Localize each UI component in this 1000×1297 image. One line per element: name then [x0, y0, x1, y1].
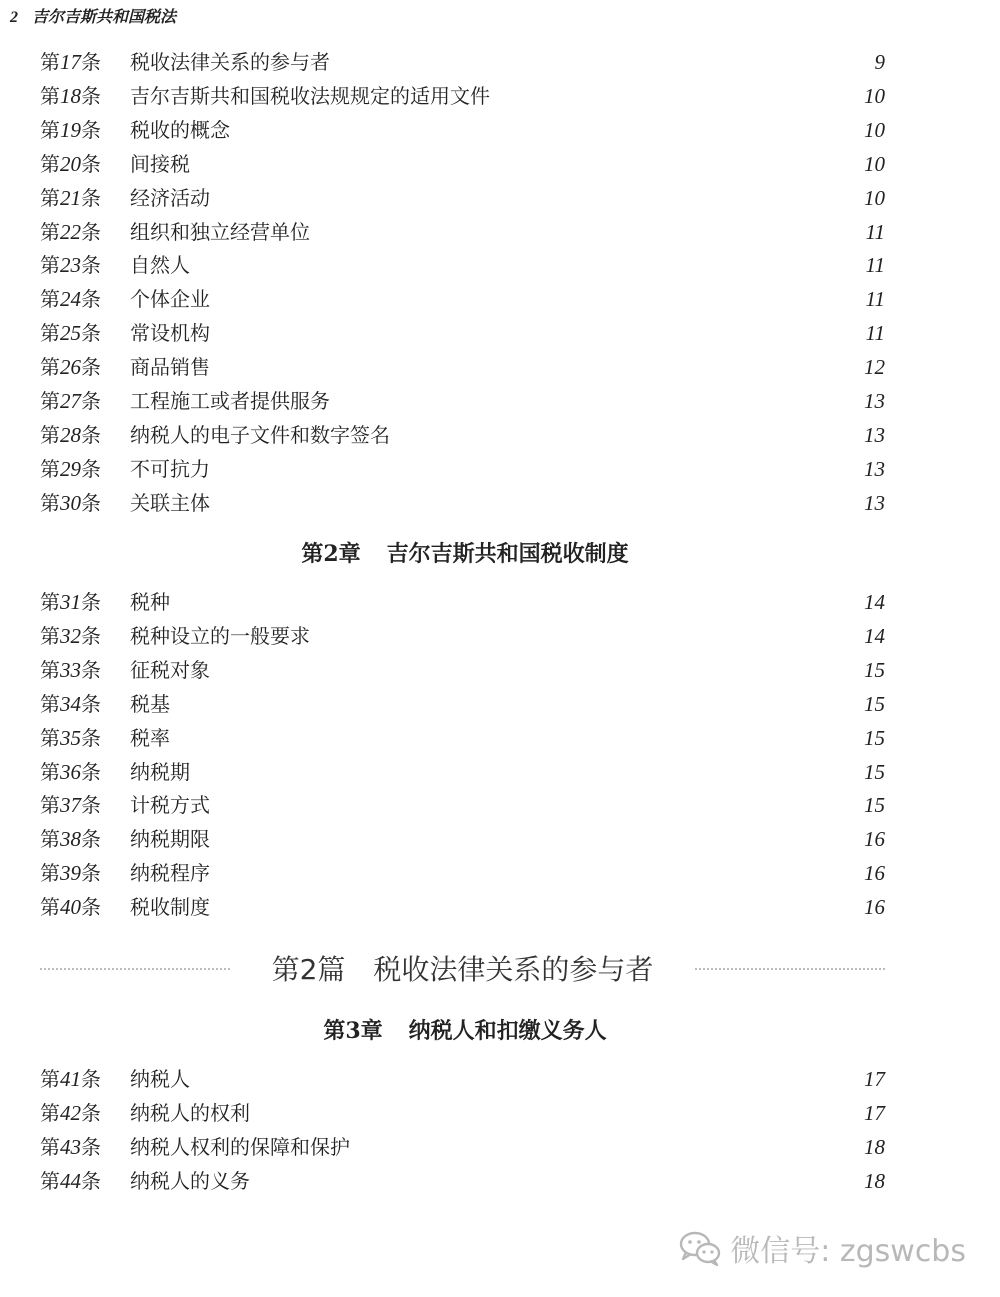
page-ref: 13 [864, 389, 885, 413]
article-num: 34 [60, 691, 81, 716]
page-ref: 10 [864, 151, 885, 176]
article-num: 44 [60, 1168, 81, 1193]
page-ref: 16 [864, 827, 885, 852]
article-num: 40 [60, 895, 81, 920]
page-ref: 18 [864, 1134, 885, 1159]
article-title: 税收的概念 [130, 117, 230, 142]
article-num: 43 [60, 1134, 81, 1159]
article-number [40, 113, 101, 147]
article-suffix: 条 [81, 827, 101, 852]
article-title: 关联主体 [130, 490, 210, 515]
article-num: 25 [60, 321, 81, 346]
article-num: 26 [60, 355, 81, 380]
page-ref: 15 [864, 657, 885, 682]
toc-entry [40, 687, 885, 721]
article-suffix: 条 [81, 1168, 101, 1193]
toc-entry [40, 788, 885, 822]
article-suffix: 条 [81, 691, 101, 716]
page-ref: 11 [865, 253, 885, 278]
toc-entry [40, 384, 885, 418]
toc-entry [40, 1062, 885, 1096]
article-prefix: 第 [40, 490, 60, 515]
article-title: 纳税人 [130, 1067, 190, 1091]
chapter-title: 吉尔吉斯共和国税收制度 [386, 541, 629, 567]
article-num: 20 [60, 151, 81, 176]
article-suffix: 条 [81, 151, 101, 176]
watermark [678, 1228, 966, 1268]
article-suffix: 条 [81, 83, 101, 108]
page-ref: 12 [864, 355, 885, 380]
toc-entry [40, 822, 885, 856]
article-title: 纳税期限 [130, 827, 210, 852]
article-suffix: 条 [81, 490, 101, 515]
article-title: 经济活动 [130, 185, 210, 210]
toc-entry [40, 452, 885, 486]
article-num: 22 [60, 219, 81, 244]
article-prefix: 第 [40, 83, 60, 108]
article-title: 税收法律关系的参与者 [130, 50, 330, 74]
article-suffix: 条 [81, 321, 101, 346]
article-prefix: 第 [40, 151, 60, 176]
page-ref: 9 [874, 50, 885, 74]
article-prefix: 第 [40, 389, 60, 413]
article-prefix: 第 [40, 185, 60, 210]
toc-entry [40, 1096, 885, 1130]
article-suffix: 条 [81, 590, 101, 614]
article-title: 征税对象 [130, 657, 210, 682]
article-prefix: 第 [40, 1100, 60, 1125]
article-num: 36 [60, 759, 81, 784]
chapter-heading [0, 537, 930, 568]
article-suffix: 条 [81, 725, 101, 750]
toc-entry [40, 619, 885, 653]
article-num: 35 [60, 725, 81, 750]
article-title: 工程施工或者提供服务 [130, 389, 330, 413]
article-number [40, 653, 101, 687]
article-number [40, 181, 101, 215]
article-suffix: 条 [81, 389, 101, 413]
page-ref: 10 [864, 185, 885, 210]
article-title: 税率 [130, 725, 170, 750]
article-number [40, 486, 101, 520]
chapter-label: 第3章 [323, 1018, 383, 1044]
article-prefix: 第 [40, 1168, 60, 1193]
article-title: 商品销售 [130, 355, 210, 380]
toc-entry [40, 350, 885, 384]
toc-entry [40, 856, 885, 890]
article-number [40, 687, 101, 721]
article-title: 组织和独立经营单位 [130, 219, 310, 244]
article-prefix: 第 [40, 657, 60, 682]
toc-entry [40, 486, 885, 520]
article-prefix: 第 [40, 1134, 60, 1159]
article-suffix: 条 [81, 50, 101, 74]
article-title: 税收制度 [130, 895, 210, 920]
article-num: 27 [60, 389, 81, 413]
article-title: 纳税人的电子文件和数字签名 [130, 422, 390, 447]
toc-entry [40, 79, 885, 113]
article-number [40, 890, 101, 924]
book-title: 吉尔吉斯共和国税法 [32, 7, 177, 26]
toc-entry [40, 248, 885, 282]
article-num: 24 [60, 287, 81, 312]
article-num: 29 [60, 456, 81, 481]
article-suffix: 条 [81, 355, 101, 380]
article-prefix: 第 [40, 1067, 60, 1091]
page-ref: 17 [864, 1067, 885, 1091]
watermark-text: 微信号: zgswcbs [730, 1234, 966, 1269]
article-number [40, 147, 101, 181]
article-suffix: 条 [81, 793, 101, 818]
article-suffix: 条 [81, 657, 101, 682]
article-number [40, 316, 101, 350]
article-title: 自然人 [130, 253, 190, 278]
page-ref: 16 [864, 895, 885, 920]
article-title: 间接税 [130, 151, 190, 176]
article-suffix: 条 [81, 1067, 101, 1091]
article-suffix: 条 [81, 117, 101, 142]
dotted-rule-right [695, 968, 885, 970]
article-num: 33 [60, 657, 81, 682]
article-num: 41 [60, 1067, 81, 1091]
page-ref: 18 [864, 1168, 885, 1193]
article-number [40, 248, 101, 282]
article-prefix: 第 [40, 456, 60, 481]
chapter-heading [0, 1014, 930, 1045]
chapter-label: 第2章 [301, 541, 361, 567]
article-prefix: 第 [40, 219, 60, 244]
page-ref: 10 [864, 117, 885, 142]
article-number [40, 585, 101, 619]
article-num: 38 [60, 827, 81, 852]
article-title: 吉尔吉斯共和国税收法规规定的适用文件 [130, 83, 490, 108]
article-num: 31 [60, 590, 81, 614]
toc-entry [40, 113, 885, 147]
article-number [40, 856, 101, 890]
article-prefix: 第 [40, 691, 60, 716]
article-title: 纳税期 [130, 759, 190, 784]
article-title: 常设机构 [130, 321, 210, 346]
article-num: 42 [60, 1100, 81, 1125]
part-title: 税收法律关系的参与者 [373, 953, 654, 986]
article-suffix: 条 [81, 1100, 101, 1125]
page-ref: 15 [864, 759, 885, 784]
article-prefix: 第 [40, 117, 60, 142]
toc-entry [40, 1164, 885, 1198]
toc-entry [40, 147, 885, 181]
article-num: 39 [60, 861, 81, 886]
article-number [40, 1130, 101, 1164]
article-prefix: 第 [40, 590, 60, 614]
article-number [40, 418, 101, 452]
page-ref: 15 [864, 691, 885, 716]
article-number [40, 384, 101, 418]
article-number [40, 755, 101, 789]
article-number [40, 721, 101, 755]
page-ref: 13 [864, 456, 885, 481]
article-number [40, 788, 101, 822]
article-number [40, 452, 101, 486]
article-number [40, 822, 101, 856]
running-header [10, 4, 176, 27]
article-suffix: 条 [81, 1134, 101, 1159]
article-suffix: 条 [81, 759, 101, 784]
wechat-icon [678, 1230, 722, 1266]
article-prefix: 第 [40, 895, 60, 920]
page-ref: 13 [864, 490, 885, 515]
toc-entry [40, 653, 885, 687]
toc-entry [40, 282, 885, 316]
article-suffix: 条 [81, 253, 101, 278]
article-title: 纳税人的权利 [130, 1100, 250, 1125]
article-prefix: 第 [40, 50, 60, 74]
article-number [40, 1096, 101, 1130]
page-ref: 15 [864, 793, 885, 818]
article-number [40, 1164, 101, 1198]
page-ref: 10 [864, 83, 885, 108]
page-ref: 11 [865, 219, 885, 244]
article-prefix: 第 [40, 793, 60, 818]
chapter-title: 纳税人和扣缴义务人 [408, 1018, 607, 1044]
article-num: 28 [60, 422, 81, 447]
article-title: 税种 [130, 590, 170, 614]
page-ref: 11 [865, 321, 885, 346]
article-suffix: 条 [81, 895, 101, 920]
article-title: 税种设立的一般要求 [130, 623, 310, 648]
article-suffix: 条 [81, 185, 101, 210]
article-number [40, 619, 101, 653]
article-title: 个体企业 [130, 287, 210, 312]
page-ref: 15 [864, 725, 885, 750]
article-number [40, 79, 101, 113]
part-label: 第2篇 [271, 953, 346, 986]
article-prefix: 第 [40, 355, 60, 380]
page-ref: 11 [865, 287, 885, 312]
article-num: 32 [60, 623, 81, 648]
article-num: 23 [60, 253, 81, 278]
article-number [40, 350, 101, 384]
page-ref: 14 [864, 623, 885, 648]
article-title: 纳税程序 [130, 861, 210, 886]
toc-entry [40, 890, 885, 924]
toc-entry [40, 585, 885, 619]
article-suffix: 条 [81, 456, 101, 481]
article-suffix: 条 [81, 623, 101, 648]
toc-entry [40, 418, 885, 452]
article-prefix: 第 [40, 759, 60, 784]
article-num: 18 [60, 83, 81, 108]
article-prefix: 第 [40, 287, 60, 312]
toc-entry [40, 755, 885, 789]
toc-entry [40, 316, 885, 350]
article-title: 纳税人权利的保障和保护 [130, 1134, 350, 1159]
article-prefix: 第 [40, 422, 60, 447]
article-number [40, 282, 101, 316]
toc-entry [40, 1130, 885, 1164]
toc-entry [40, 181, 885, 215]
page-ref: 17 [864, 1100, 885, 1125]
page-ref: 16 [864, 861, 885, 886]
article-number [40, 1062, 101, 1096]
article-num: 30 [60, 490, 81, 515]
article-prefix: 第 [40, 623, 60, 648]
article-num: 37 [60, 793, 81, 818]
article-num: 19 [60, 117, 81, 142]
article-number [40, 45, 101, 79]
toc-entry [40, 45, 885, 79]
article-title: 纳税人的义务 [130, 1168, 250, 1193]
article-number [40, 215, 101, 249]
article-suffix: 条 [81, 287, 101, 312]
article-num: 21 [60, 185, 81, 210]
toc-entry [40, 721, 885, 755]
toc-entry [40, 215, 885, 249]
article-title: 不可抗力 [130, 456, 210, 481]
article-suffix: 条 [81, 861, 101, 886]
article-title: 计税方式 [130, 793, 210, 818]
page-ref: 14 [864, 590, 885, 614]
article-suffix: 条 [81, 422, 101, 447]
article-prefix: 第 [40, 861, 60, 886]
article-prefix: 第 [40, 321, 60, 346]
article-prefix: 第 [40, 827, 60, 852]
article-prefix: 第 [40, 253, 60, 278]
page-number: 2 [10, 9, 18, 26]
page-ref: 13 [864, 422, 885, 447]
article-suffix: 条 [81, 219, 101, 244]
article-prefix: 第 [40, 725, 60, 750]
article-num: 17 [60, 50, 81, 74]
article-title: 税基 [130, 691, 170, 716]
part-heading [40, 946, 885, 990]
